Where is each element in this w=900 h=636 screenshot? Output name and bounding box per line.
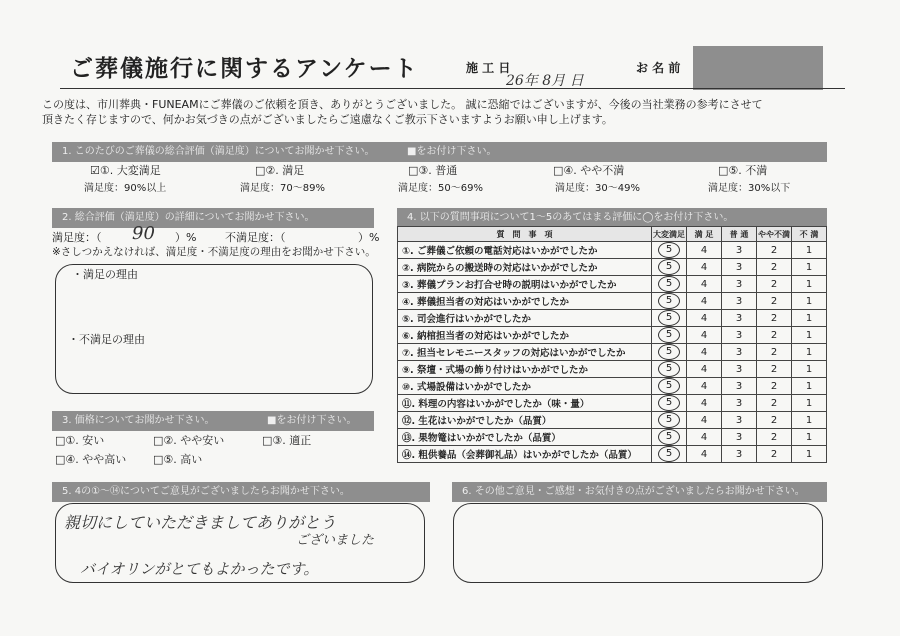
score-cell[interactable]	[757, 429, 792, 446]
score-cell[interactable]	[792, 276, 827, 293]
question-row	[398, 310, 827, 327]
score-cell[interactable]	[792, 310, 827, 327]
score-cell[interactable]	[652, 327, 687, 344]
s3-option-5[interactable]: □⑤. 高い	[153, 453, 203, 466]
score-cell[interactable]	[722, 293, 757, 310]
satisfied-reason-label: ・満足の理由	[72, 268, 138, 281]
score-cell[interactable]	[687, 259, 722, 276]
score-cell[interactable]	[687, 361, 722, 378]
score-cell[interactable]	[722, 344, 757, 361]
score-value: 2	[770, 312, 778, 324]
score-value: 2	[770, 295, 778, 307]
question-row	[398, 259, 827, 276]
score-value: 5	[658, 242, 680, 258]
score-cell[interactable]	[757, 310, 792, 327]
score-value: 3	[735, 261, 743, 273]
score-value: 2	[770, 261, 778, 273]
score-value: 5	[658, 327, 680, 343]
score-cell[interactable]	[722, 242, 757, 259]
score-value: 2	[770, 397, 778, 409]
score-cell[interactable]	[792, 259, 827, 276]
s1-option-4[interactable]: □④. やや不満	[553, 164, 625, 177]
score-value: 2	[770, 278, 778, 290]
score-value: 4	[700, 431, 708, 443]
question-text: ⑦. 担当セレモニースタッフの対応はいかがでしたか	[398, 344, 652, 361]
score-cell[interactable]	[722, 395, 757, 412]
col-very-satisfied: 大変満足	[652, 227, 687, 242]
comment-box-6[interactable]	[453, 503, 823, 583]
redacted-name	[693, 46, 823, 90]
col-slightly-dissatisfied: やや不満	[757, 227, 792, 242]
score-value: 3	[735, 363, 743, 375]
section3-header: 3. 価格についてお聞かせ下さい。 ■をお付け下さい。	[52, 411, 374, 431]
name-label: お 名 前	[636, 61, 681, 75]
score-cell[interactable]	[722, 361, 757, 378]
s3-option-2[interactable]: □②. やや安い	[153, 434, 225, 447]
score-cell[interactable]	[652, 242, 687, 259]
col-dissatisfied: 不 満	[792, 227, 827, 242]
question-table	[397, 226, 827, 463]
col-satisfied: 満 足	[687, 227, 722, 242]
score-cell[interactable]	[722, 276, 757, 293]
score-value: 2	[770, 414, 778, 426]
s1-option-5[interactable]: □⑤. 不満	[718, 164, 768, 177]
score-value: 5	[658, 310, 680, 326]
score-value: 5	[658, 361, 680, 377]
score-value: 3	[735, 278, 743, 290]
score-cell[interactable]	[792, 446, 827, 463]
score-value: 4	[700, 244, 708, 256]
score-value: 5	[658, 276, 680, 292]
s3-option-1[interactable]: □①. 安い	[55, 434, 105, 447]
score-value: 1	[805, 329, 813, 341]
question-text: ⑤. 司会進行はいかがでしたか	[398, 310, 652, 327]
score-cell[interactable]	[757, 242, 792, 259]
score-cell[interactable]	[652, 293, 687, 310]
s1-option-2[interactable]: □②. 満足	[255, 164, 305, 177]
s1-option-3-sub: 満足度：50〜69%	[398, 183, 483, 194]
question-row	[398, 429, 827, 446]
question-row	[398, 446, 827, 463]
score-value: 1	[805, 380, 813, 392]
score-value: 3	[735, 329, 743, 341]
s3-option-3[interactable]: □③. 適正	[262, 434, 312, 447]
score-value: 4	[700, 261, 708, 273]
score-cell[interactable]	[722, 378, 757, 395]
score-value: 3	[735, 431, 743, 443]
score-value: 1	[805, 414, 813, 426]
question-text: ⑪. 料理の内容はいかがでしたか（味・量）	[398, 395, 652, 412]
score-value: 4	[700, 346, 708, 358]
score-cell[interactable]	[792, 344, 827, 361]
score-cell[interactable]	[687, 344, 722, 361]
question-row	[398, 361, 827, 378]
question-text: ⑨. 祭壇・式場の飾り付けはいかがでしたか	[398, 361, 652, 378]
handwriting-line-2: ございました	[296, 533, 375, 548]
score-value: 4	[700, 312, 708, 324]
score-cell[interactable]	[757, 276, 792, 293]
reason-note: ※さしつかえなければ、満足度・不満足度の理由をお聞かせ下さい。	[52, 246, 376, 258]
score-cell[interactable]	[757, 344, 792, 361]
dissatisfied-reason-label: ・不満足の理由	[68, 333, 145, 346]
score-value: 2	[770, 448, 778, 460]
score-cell[interactable]	[757, 395, 792, 412]
score-value: 3	[735, 244, 743, 256]
question-text: ⑫. 生花はいかがでしたか（品質）	[398, 412, 652, 429]
score-value: 5	[658, 293, 680, 309]
score-cell[interactable]	[687, 327, 722, 344]
question-row	[398, 327, 827, 344]
score-value: 4	[700, 278, 708, 290]
score-value: 4	[700, 295, 708, 307]
score-cell[interactable]	[652, 395, 687, 412]
score-cell[interactable]	[792, 378, 827, 395]
question-text: ③. 葬儀プランお打合せ時の説明はいかがでしたか	[398, 276, 652, 293]
section5-header: 5. 4の①〜⑭についてご意見がございましたらお聞かせ下さい。	[52, 482, 430, 502]
score-value: 1	[805, 346, 813, 358]
score-cell[interactable]	[757, 412, 792, 429]
question-row	[398, 344, 827, 361]
dissatisfaction-percent: ）%	[358, 231, 380, 244]
dissatisfaction-label: 不満足度：（	[225, 231, 286, 244]
header-divider	[60, 88, 845, 89]
score-cell[interactable]	[652, 378, 687, 395]
score-value: 1	[805, 278, 813, 290]
score-value: 2	[770, 346, 778, 358]
score-cell[interactable]	[652, 429, 687, 446]
score-value: 1	[805, 363, 813, 375]
score-cell[interactable]	[652, 412, 687, 429]
score-value: 4	[700, 397, 708, 409]
question-text: ⑬. 果物篭はいかがでしたか（品質）	[398, 429, 652, 446]
score-cell[interactable]	[687, 395, 722, 412]
score-cell[interactable]	[687, 446, 722, 463]
s1-option-4-sub: 満足度：30〜49%	[555, 183, 640, 194]
score-value: 1	[805, 397, 813, 409]
score-value: 4	[700, 414, 708, 426]
score-cell[interactable]	[792, 429, 827, 446]
score-cell[interactable]	[652, 361, 687, 378]
satisfaction-percent: ）%	[175, 231, 197, 244]
question-text: ④. 葬儀担当者の対応はいかがでしたか	[398, 293, 652, 310]
question-row	[398, 378, 827, 395]
score-value: 5	[658, 395, 680, 411]
question-text: ⑥. 納棺担当者の対応はいかがでしたか	[398, 327, 652, 344]
score-cell[interactable]	[757, 259, 792, 276]
question-text: ①. ご葬儀ご依頼の電話対応はいかがでしたか	[398, 242, 652, 259]
question-row	[398, 293, 827, 310]
s1-option-1-sub: 満足度：90%以上	[84, 183, 167, 194]
section2-header: 2. 総合評価（満足度）の詳細についてお聞かせ下さい。	[52, 208, 374, 228]
question-row	[398, 412, 827, 429]
score-value: 3	[735, 414, 743, 426]
score-value: 2	[770, 431, 778, 443]
score-cell[interactable]	[722, 446, 757, 463]
handwriting-line-1: 親切にしていただきましてありがとう	[64, 513, 337, 532]
score-cell[interactable]	[757, 446, 792, 463]
question-text: ②. 病院からの搬送時の対応はいかがでしたか	[398, 259, 652, 276]
score-cell[interactable]	[687, 429, 722, 446]
score-value: 3	[735, 380, 743, 392]
score-value: 1	[805, 448, 813, 460]
score-cell[interactable]	[687, 310, 722, 327]
score-cell[interactable]	[722, 429, 757, 446]
score-cell[interactable]	[792, 412, 827, 429]
section6-header: 6. その他ご意見・ご感想・お気付きの点がございましたらお聞かせ下さい。	[452, 482, 827, 502]
score-value: 5	[658, 378, 680, 394]
score-value: 5	[658, 259, 680, 275]
score-value: 3	[735, 346, 743, 358]
col-question: 質 問 事 項	[398, 227, 652, 242]
score-value: 2	[770, 244, 778, 256]
question-text: ⑭. 粗供養品（会葬御礼品）はいかがでしたか（品質）	[398, 446, 652, 463]
score-cell[interactable]	[652, 310, 687, 327]
s1-option-3[interactable]: □③. 普通	[408, 164, 458, 177]
question-text: ⑩. 式場設備はいかがでしたか	[398, 378, 652, 395]
score-cell[interactable]	[687, 242, 722, 259]
score-value: 3	[735, 448, 743, 460]
score-cell[interactable]	[722, 327, 757, 344]
score-value: 3	[735, 397, 743, 409]
score-cell[interactable]	[757, 293, 792, 310]
question-row	[398, 395, 827, 412]
score-value: 4	[700, 363, 708, 375]
score-cell[interactable]	[687, 378, 722, 395]
score-cell[interactable]	[757, 378, 792, 395]
score-value: 2	[770, 329, 778, 341]
score-cell[interactable]	[652, 276, 687, 293]
handwriting-line-3: バイオリンがとてもよかったです。	[80, 560, 319, 578]
s1-option-1[interactable]: ☑①. 大変満足	[90, 164, 161, 177]
score-cell[interactable]	[652, 259, 687, 276]
score-cell[interactable]	[687, 412, 722, 429]
question-table-header	[398, 227, 827, 242]
score-value: 1	[805, 261, 813, 273]
score-cell[interactable]	[792, 395, 827, 412]
score-value: 5	[658, 429, 680, 445]
score-value: 1	[805, 244, 813, 256]
score-value: 5	[658, 412, 680, 428]
score-cell[interactable]	[722, 412, 757, 429]
score-cell[interactable]	[792, 242, 827, 259]
col-neutral: 普 通	[722, 227, 757, 242]
satisfaction-label: 満足度：（	[52, 231, 102, 244]
score-cell[interactable]	[722, 310, 757, 327]
score-cell[interactable]	[652, 344, 687, 361]
score-value: 1	[805, 431, 813, 443]
score-cell[interactable]	[757, 327, 792, 344]
intro-line-1: この度は、市川葬典・FUNEAMにご葬儀のご依頼を頂き、ありがとうございました。 誠に恐縮ではございますが、今後の当社業務の参考にさせて	[42, 98, 763, 111]
score-cell[interactable]	[652, 446, 687, 463]
s1-option-5-sub: 満足度：30%以下	[708, 183, 791, 194]
score-cell[interactable]	[757, 361, 792, 378]
score-value: 2	[770, 363, 778, 375]
reason-box[interactable]	[55, 264, 373, 394]
score-cell[interactable]	[792, 327, 827, 344]
score-cell[interactable]	[722, 259, 757, 276]
score-value: 4	[700, 329, 708, 341]
section4-header: 4. 以下の質問事項について1〜5のあてはまる評価に◯をお付け下さい。	[397, 208, 827, 228]
section1-header: 1. このたびのご葬儀の総合評価（満足度）についてお聞かせ下さい。 ■をお付け下さい。	[52, 142, 827, 162]
score-value: 3	[735, 312, 743, 324]
question-row	[398, 276, 827, 293]
score-value: 1	[805, 295, 813, 307]
page-title: ご葬儀施行に関するアンケート	[70, 56, 419, 82]
score-value: 2	[770, 380, 778, 392]
score-cell[interactable]	[687, 276, 722, 293]
score-value: 5	[658, 344, 680, 360]
date-label: 施 工 日	[466, 61, 511, 75]
satisfaction-value[interactable]: 90	[132, 223, 155, 244]
score-value: 1	[805, 312, 813, 324]
score-value: 4	[700, 448, 708, 460]
s1-option-2-sub: 満足度：70〜89%	[240, 183, 325, 194]
intro-line-2: 頂きたく存じますので、何かお気づきの点がございましたらご遠慮なくご教示下さいますようお願い申し上げます。	[42, 113, 613, 126]
question-row	[398, 242, 827, 259]
date-value: 26年 8月 日	[506, 73, 584, 89]
s3-option-4[interactable]: □④. やや高い	[55, 453, 127, 466]
score-value: 5	[658, 446, 680, 462]
score-cell[interactable]	[687, 293, 722, 310]
score-cell[interactable]	[792, 293, 827, 310]
score-value: 4	[700, 380, 708, 392]
score-value: 3	[735, 295, 743, 307]
score-cell[interactable]	[792, 361, 827, 378]
